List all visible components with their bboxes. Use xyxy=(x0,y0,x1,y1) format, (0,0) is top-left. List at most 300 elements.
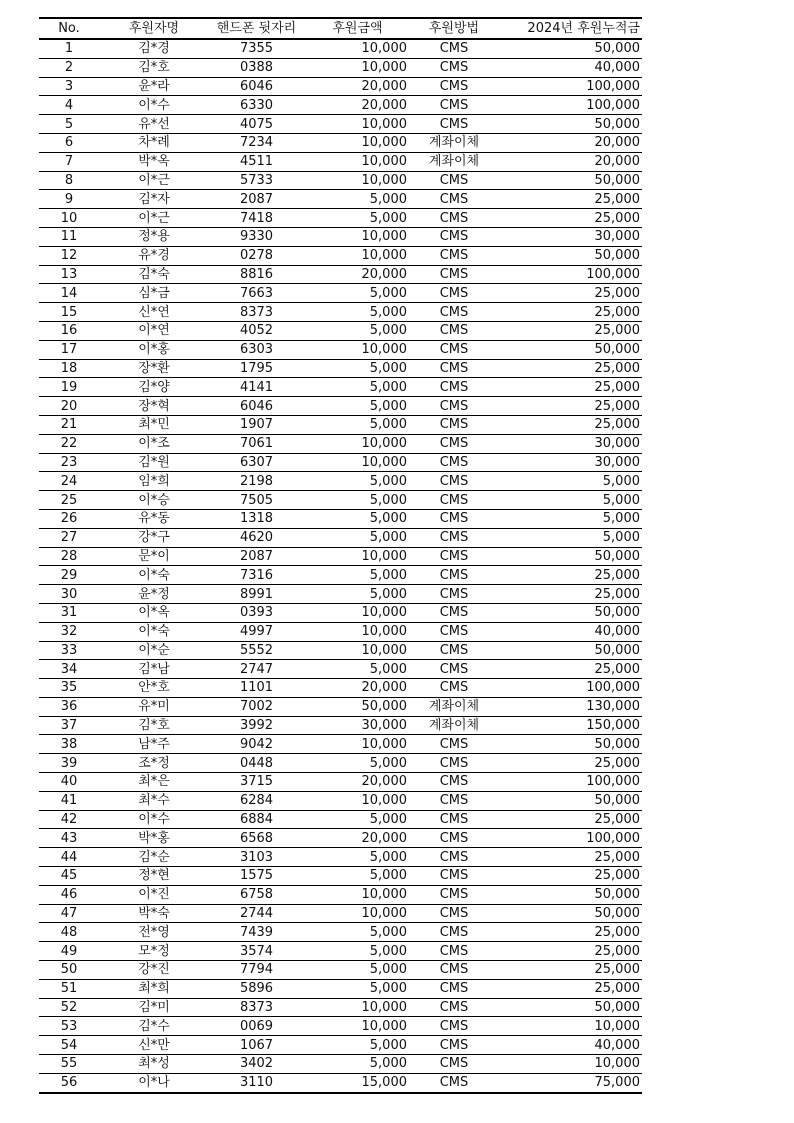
cell-phone-last-digits: 1067 xyxy=(209,1036,304,1055)
cell-donor-name: 김*남 xyxy=(99,660,209,679)
cell-donation-amount: 5,000 xyxy=(304,1055,411,1074)
cell-donation-method: CMS xyxy=(411,791,497,810)
cell-donor-name: 이*진 xyxy=(99,885,209,904)
cell-donation-method: CMS xyxy=(411,227,497,246)
table-row xyxy=(39,359,642,378)
cell-cumulative-total: 50,000 xyxy=(497,885,642,904)
table-row xyxy=(39,246,642,265)
cell-donation-amount: 5,000 xyxy=(304,472,411,491)
cell-donor-name: 김*양 xyxy=(99,378,209,397)
cell-donor-name: 조*정 xyxy=(99,754,209,773)
cell-donor-name: 김*경 xyxy=(99,39,209,58)
cell-donation-amount: 10,000 xyxy=(304,58,411,77)
cell-donor-name: 유*선 xyxy=(99,115,209,134)
cell-cumulative-total: 25,000 xyxy=(497,415,642,434)
cell-donor-name: 장*혁 xyxy=(99,397,209,416)
cell-phone-last-digits: 6284 xyxy=(209,791,304,810)
cell-donation-amount: 10,000 xyxy=(304,885,411,904)
cell-cumulative-total: 25,000 xyxy=(497,397,642,416)
cell-no: 35 xyxy=(39,679,99,698)
cell-donation-amount: 10,000 xyxy=(304,227,411,246)
cell-phone-last-digits: 6330 xyxy=(209,96,304,115)
cell-donation-amount: 20,000 xyxy=(304,77,411,96)
table-row xyxy=(39,528,642,547)
cell-cumulative-total: 100,000 xyxy=(497,265,642,284)
table-row xyxy=(39,885,642,904)
cell-cumulative-total: 50,000 xyxy=(497,246,642,265)
cell-phone-last-digits: 5896 xyxy=(209,979,304,998)
table-row xyxy=(39,491,642,510)
cell-cumulative-total: 50,000 xyxy=(497,340,642,359)
cell-cumulative-total: 25,000 xyxy=(497,303,642,322)
cell-cumulative-total: 100,000 xyxy=(497,773,642,792)
cell-phone-last-digits: 8991 xyxy=(209,585,304,604)
table-row xyxy=(39,58,642,77)
cell-phone-last-digits: 7663 xyxy=(209,284,304,303)
cell-donor-name: 박*옥 xyxy=(99,152,209,171)
cell-no: 5 xyxy=(39,115,99,134)
cell-donation-method: CMS xyxy=(411,509,497,528)
cell-donation-method: CMS xyxy=(411,171,497,190)
cell-donation-amount: 10,000 xyxy=(304,246,411,265)
table-row xyxy=(39,397,642,416)
cell-phone-last-digits: 5733 xyxy=(209,171,304,190)
table-row xyxy=(39,265,642,284)
cell-no: 40 xyxy=(39,773,99,792)
table-row xyxy=(39,39,642,58)
cell-donation-method: CMS xyxy=(411,660,497,679)
cell-donation-amount: 5,000 xyxy=(304,491,411,510)
cell-donation-amount: 10,000 xyxy=(304,152,411,171)
cell-cumulative-total: 75,000 xyxy=(497,1073,642,1092)
cell-cumulative-total: 25,000 xyxy=(497,660,642,679)
cell-donation-amount: 10,000 xyxy=(304,904,411,923)
cell-donor-name: 강*구 xyxy=(99,528,209,547)
cell-cumulative-total: 25,000 xyxy=(497,321,642,340)
cell-phone-last-digits: 7355 xyxy=(209,39,304,58)
cell-no: 21 xyxy=(39,415,99,434)
cell-phone-last-digits: 0278 xyxy=(209,246,304,265)
cell-no: 7 xyxy=(39,152,99,171)
cell-donation-amount: 5,000 xyxy=(304,303,411,322)
cell-phone-last-digits: 6307 xyxy=(209,453,304,472)
header-donor-name: 후원자명 xyxy=(99,18,209,39)
cell-phone-last-digits: 3574 xyxy=(209,942,304,961)
cell-donation-amount: 20,000 xyxy=(304,265,411,284)
cell-donation-method: CMS xyxy=(411,904,497,923)
cell-no: 36 xyxy=(39,697,99,716)
cell-donation-method: CMS xyxy=(411,961,497,980)
cell-phone-last-digits: 5552 xyxy=(209,641,304,660)
cell-no: 48 xyxy=(39,923,99,942)
cell-donation-method: CMS xyxy=(411,359,497,378)
cell-donation-method: CMS xyxy=(411,453,497,472)
cell-donor-name: 문*이 xyxy=(99,547,209,566)
cell-phone-last-digits: 0069 xyxy=(209,1017,304,1036)
cell-cumulative-total: 25,000 xyxy=(497,378,642,397)
cell-no: 34 xyxy=(39,660,99,679)
table-row xyxy=(39,622,642,641)
header-donation-amount: 후원금액 xyxy=(304,18,411,39)
cell-donation-method: CMS xyxy=(411,1036,497,1055)
cell-phone-last-digits: 7418 xyxy=(209,209,304,228)
table-row xyxy=(39,209,642,228)
cell-donation-amount: 10,000 xyxy=(304,115,411,134)
cell-phone-last-digits: 2087 xyxy=(209,547,304,566)
cell-donation-method: CMS xyxy=(411,284,497,303)
cell-phone-last-digits: 4620 xyxy=(209,528,304,547)
table-row xyxy=(39,133,642,152)
cell-phone-last-digits: 4075 xyxy=(209,115,304,134)
cell-phone-last-digits: 8816 xyxy=(209,265,304,284)
cell-no: 30 xyxy=(39,585,99,604)
cell-phone-last-digits: 8373 xyxy=(209,303,304,322)
table-row xyxy=(39,284,642,303)
cell-donor-name: 심*금 xyxy=(99,284,209,303)
cell-donation-method: CMS xyxy=(411,885,497,904)
cell-donation-method: CMS xyxy=(411,58,497,77)
cell-no: 17 xyxy=(39,340,99,359)
cell-donor-name: 정*용 xyxy=(99,227,209,246)
cell-phone-last-digits: 1907 xyxy=(209,415,304,434)
cell-donation-method: CMS xyxy=(411,265,497,284)
cell-donation-method: CMS xyxy=(411,735,497,754)
cell-donation-amount: 10,000 xyxy=(304,641,411,660)
cell-donation-amount: 5,000 xyxy=(304,509,411,528)
cell-donation-amount: 5,000 xyxy=(304,397,411,416)
cell-donation-method: CMS xyxy=(411,77,497,96)
cell-phone-last-digits: 4141 xyxy=(209,378,304,397)
cell-donation-method: 계좌이체 xyxy=(411,133,497,152)
cell-cumulative-total: 40,000 xyxy=(497,58,642,77)
cell-no: 16 xyxy=(39,321,99,340)
cell-donation-method: CMS xyxy=(411,829,497,848)
table-row xyxy=(39,1036,642,1055)
cell-donation-amount: 5,000 xyxy=(304,415,411,434)
cell-donor-name: 박*홍 xyxy=(99,829,209,848)
cell-phone-last-digits: 2198 xyxy=(209,472,304,491)
cell-donation-amount: 10,000 xyxy=(304,735,411,754)
table-row xyxy=(39,1073,642,1092)
cell-no: 8 xyxy=(39,171,99,190)
cell-no: 11 xyxy=(39,227,99,246)
cell-phone-last-digits: 7794 xyxy=(209,961,304,980)
cell-no: 3 xyxy=(39,77,99,96)
table-row xyxy=(39,829,642,848)
cell-donation-amount: 20,000 xyxy=(304,829,411,848)
cell-no: 25 xyxy=(39,491,99,510)
cell-donation-amount: 10,000 xyxy=(304,791,411,810)
cell-phone-last-digits: 7505 xyxy=(209,491,304,510)
cell-donation-method: CMS xyxy=(411,491,497,510)
cell-cumulative-total: 30,000 xyxy=(497,227,642,246)
cell-cumulative-total: 50,000 xyxy=(497,791,642,810)
cell-donation-method: 계좌이체 xyxy=(411,152,497,171)
cell-donation-method: CMS xyxy=(411,998,497,1017)
cell-donor-name: 윤*정 xyxy=(99,585,209,604)
cell-cumulative-total: 10,000 xyxy=(497,1055,642,1074)
cell-phone-last-digits: 3110 xyxy=(209,1073,304,1092)
cell-donation-method: CMS xyxy=(411,96,497,115)
cell-donor-name: 최*은 xyxy=(99,773,209,792)
cell-donor-name: 정*현 xyxy=(99,867,209,886)
cell-phone-last-digits: 9330 xyxy=(209,227,304,246)
cell-cumulative-total: 100,000 xyxy=(497,679,642,698)
cell-donor-name: 임*희 xyxy=(99,472,209,491)
cell-no: 47 xyxy=(39,904,99,923)
cell-donor-name: 이*수 xyxy=(99,96,209,115)
cell-cumulative-total: 50,000 xyxy=(497,904,642,923)
cell-donation-amount: 5,000 xyxy=(304,528,411,547)
cell-donor-name: 윤*라 xyxy=(99,77,209,96)
cell-donor-name: 차*례 xyxy=(99,133,209,152)
cell-phone-last-digits: 1101 xyxy=(209,679,304,698)
table-row xyxy=(39,1055,642,1074)
table-row xyxy=(39,791,642,810)
cell-phone-last-digits: 3103 xyxy=(209,848,304,867)
cell-no: 55 xyxy=(39,1055,99,1074)
cell-no: 26 xyxy=(39,509,99,528)
cell-donor-name: 모*정 xyxy=(99,942,209,961)
table-row xyxy=(39,378,642,397)
cell-no: 20 xyxy=(39,397,99,416)
table-row xyxy=(39,867,642,886)
cell-no: 39 xyxy=(39,754,99,773)
cell-no: 1 xyxy=(39,39,99,58)
cell-donation-amount: 20,000 xyxy=(304,96,411,115)
cell-phone-last-digits: 2744 xyxy=(209,904,304,923)
cell-no: 37 xyxy=(39,716,99,735)
cell-donation-method: CMS xyxy=(411,585,497,604)
table-row xyxy=(39,152,642,171)
cell-donor-name: 이*나 xyxy=(99,1073,209,1092)
table-row xyxy=(39,190,642,209)
cell-donation-amount: 5,000 xyxy=(304,942,411,961)
cell-donation-method: CMS xyxy=(411,641,497,660)
cell-no: 38 xyxy=(39,735,99,754)
cell-no: 2 xyxy=(39,58,99,77)
header-cumulative-total: 2024년 후원누적금 xyxy=(497,18,642,39)
cell-donation-amount: 5,000 xyxy=(304,810,411,829)
cell-no: 28 xyxy=(39,547,99,566)
cell-donation-amount: 5,000 xyxy=(304,585,411,604)
cell-donation-method: 계좌이체 xyxy=(411,716,497,735)
cell-donor-name: 강*진 xyxy=(99,961,209,980)
cell-cumulative-total: 25,000 xyxy=(497,585,642,604)
cell-cumulative-total: 100,000 xyxy=(497,77,642,96)
cell-donor-name: 이*숙 xyxy=(99,566,209,585)
cell-donation-method: CMS xyxy=(411,547,497,566)
cell-no: 9 xyxy=(39,190,99,209)
cell-cumulative-total: 130,000 xyxy=(497,697,642,716)
table-row xyxy=(39,848,642,867)
cell-donation-amount: 10,000 xyxy=(304,434,411,453)
cell-cumulative-total: 50,000 xyxy=(497,998,642,1017)
cell-donation-method: CMS xyxy=(411,115,497,134)
cell-cumulative-total: 150,000 xyxy=(497,716,642,735)
table-row xyxy=(39,923,642,942)
cell-no: 18 xyxy=(39,359,99,378)
cell-donation-method: CMS xyxy=(411,1055,497,1074)
cell-no: 42 xyxy=(39,810,99,829)
cell-cumulative-total: 10,000 xyxy=(497,1017,642,1036)
cell-phone-last-digits: 1575 xyxy=(209,867,304,886)
cell-phone-last-digits: 8373 xyxy=(209,998,304,1017)
cell-cumulative-total: 50,000 xyxy=(497,735,642,754)
cell-no: 43 xyxy=(39,829,99,848)
cell-no: 44 xyxy=(39,848,99,867)
table-row xyxy=(39,566,642,585)
cell-phone-last-digits: 1318 xyxy=(209,509,304,528)
cell-cumulative-total: 50,000 xyxy=(497,115,642,134)
cell-donor-name: 김*호 xyxy=(99,58,209,77)
table-row xyxy=(39,810,642,829)
cell-donation-method: CMS xyxy=(411,622,497,641)
cell-donation-amount: 5,000 xyxy=(304,378,411,397)
cell-phone-last-digits: 6046 xyxy=(209,397,304,416)
cell-cumulative-total: 25,000 xyxy=(497,566,642,585)
cell-no: 45 xyxy=(39,867,99,886)
cell-cumulative-total: 30,000 xyxy=(497,434,642,453)
cell-phone-last-digits: 2747 xyxy=(209,660,304,679)
cell-donation-method: CMS xyxy=(411,603,497,622)
cell-no: 51 xyxy=(39,979,99,998)
cell-donation-amount: 10,000 xyxy=(304,998,411,1017)
cell-donor-name: 이*수 xyxy=(99,810,209,829)
header-phone-last-digits: 핸드폰 뒷자리 xyxy=(209,18,304,39)
cell-donation-amount: 10,000 xyxy=(304,133,411,152)
cell-cumulative-total: 50,000 xyxy=(497,603,642,622)
cell-donation-amount: 5,000 xyxy=(304,848,411,867)
cell-phone-last-digits: 7234 xyxy=(209,133,304,152)
cell-donation-amount: 5,000 xyxy=(304,359,411,378)
cell-phone-last-digits: 0388 xyxy=(209,58,304,77)
table-row xyxy=(39,547,642,566)
cell-donation-method: CMS xyxy=(411,942,497,961)
cell-donation-method: CMS xyxy=(411,528,497,547)
cell-donor-name: 이*연 xyxy=(99,321,209,340)
cell-no: 12 xyxy=(39,246,99,265)
cell-cumulative-total: 20,000 xyxy=(497,133,642,152)
cell-no: 52 xyxy=(39,998,99,1017)
cell-donation-amount: 10,000 xyxy=(304,1017,411,1036)
cell-phone-last-digits: 6303 xyxy=(209,340,304,359)
cell-donation-amount: 20,000 xyxy=(304,773,411,792)
header-row xyxy=(39,18,642,39)
cell-donation-method: CMS xyxy=(411,415,497,434)
cell-donation-method: CMS xyxy=(411,246,497,265)
cell-cumulative-total: 25,000 xyxy=(497,754,642,773)
cell-donation-amount: 5,000 xyxy=(304,190,411,209)
table-row xyxy=(39,321,642,340)
cell-cumulative-total: 50,000 xyxy=(497,547,642,566)
cell-donation-method: CMS xyxy=(411,39,497,58)
cell-donation-method: CMS xyxy=(411,848,497,867)
cell-no: 31 xyxy=(39,603,99,622)
cell-phone-last-digits: 7316 xyxy=(209,566,304,585)
cell-no: 15 xyxy=(39,303,99,322)
cell-donation-method: 계좌이체 xyxy=(411,697,497,716)
cell-phone-last-digits: 9042 xyxy=(209,735,304,754)
cell-no: 29 xyxy=(39,566,99,585)
cell-donation-method: CMS xyxy=(411,773,497,792)
table-row xyxy=(39,904,642,923)
cell-cumulative-total: 30,000 xyxy=(497,453,642,472)
table-row xyxy=(39,227,642,246)
cell-donation-method: CMS xyxy=(411,472,497,491)
cell-donation-method: CMS xyxy=(411,679,497,698)
cell-donor-name: 박*숙 xyxy=(99,904,209,923)
cell-donation-amount: 10,000 xyxy=(304,547,411,566)
table-row xyxy=(39,679,642,698)
cell-donation-method: CMS xyxy=(411,340,497,359)
cell-cumulative-total: 40,000 xyxy=(497,622,642,641)
table-row xyxy=(39,773,642,792)
table-row xyxy=(39,96,642,115)
cell-donor-name: 이*승 xyxy=(99,491,209,510)
cell-donation-amount: 10,000 xyxy=(304,340,411,359)
table-body xyxy=(39,39,642,1093)
table-header xyxy=(39,18,642,39)
cell-cumulative-total: 50,000 xyxy=(497,641,642,660)
cell-cumulative-total: 50,000 xyxy=(497,39,642,58)
cell-donation-amount: 5,000 xyxy=(304,321,411,340)
cell-donor-name: 장*환 xyxy=(99,359,209,378)
cell-no: 19 xyxy=(39,378,99,397)
cell-donation-amount: 5,000 xyxy=(304,979,411,998)
cell-donation-method: CMS xyxy=(411,190,497,209)
cell-no: 33 xyxy=(39,641,99,660)
cell-donation-method: CMS xyxy=(411,754,497,773)
cell-donation-method: CMS xyxy=(411,321,497,340)
cell-donor-name: 이*순 xyxy=(99,641,209,660)
cell-donor-name: 최*수 xyxy=(99,791,209,810)
cell-no: 14 xyxy=(39,284,99,303)
cell-phone-last-digits: 7439 xyxy=(209,923,304,942)
table-row xyxy=(39,754,642,773)
cell-cumulative-total: 25,000 xyxy=(497,209,642,228)
cell-phone-last-digits: 0393 xyxy=(209,603,304,622)
table-row xyxy=(39,585,642,604)
cell-cumulative-total: 25,000 xyxy=(497,923,642,942)
table-row xyxy=(39,942,642,961)
cell-donor-name: 이*숙 xyxy=(99,622,209,641)
cell-donation-method: CMS xyxy=(411,209,497,228)
cell-no: 27 xyxy=(39,528,99,547)
cell-no: 49 xyxy=(39,942,99,961)
table-row xyxy=(39,998,642,1017)
cell-donation-amount: 10,000 xyxy=(304,453,411,472)
cell-donor-name: 유*미 xyxy=(99,697,209,716)
cell-cumulative-total: 5,000 xyxy=(497,472,642,491)
cell-cumulative-total: 25,000 xyxy=(497,284,642,303)
cell-no: 32 xyxy=(39,622,99,641)
cell-donation-amount: 30,000 xyxy=(304,716,411,735)
cell-donor-name: 유*동 xyxy=(99,509,209,528)
cell-donor-name: 신*연 xyxy=(99,303,209,322)
cell-cumulative-total: 20,000 xyxy=(497,152,642,171)
cell-donation-amount: 5,000 xyxy=(304,209,411,228)
cell-cumulative-total: 25,000 xyxy=(497,848,642,867)
cell-cumulative-total: 25,000 xyxy=(497,810,642,829)
cell-donation-amount: 20,000 xyxy=(304,679,411,698)
cell-donor-name: 전*영 xyxy=(99,923,209,942)
table-row xyxy=(39,961,642,980)
cell-donor-name: 신*만 xyxy=(99,1036,209,1055)
table-row xyxy=(39,115,642,134)
cell-no: 41 xyxy=(39,791,99,810)
cell-phone-last-digits: 7061 xyxy=(209,434,304,453)
